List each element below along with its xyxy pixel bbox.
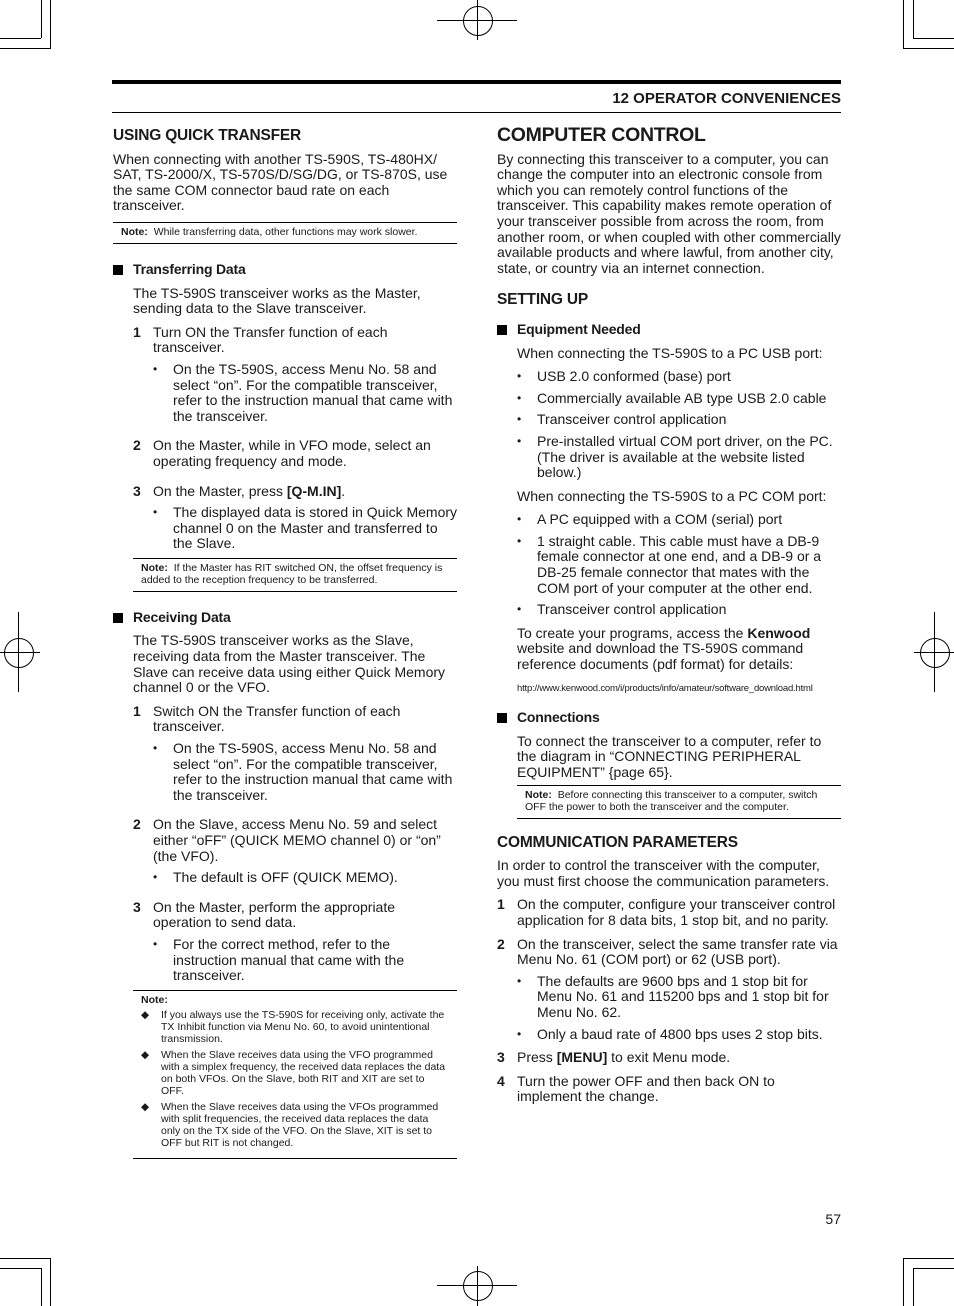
- bullet-item: • 1 straight cable. This cable must have a DB-9 female connector at one end, and a DB-9 or a DB-25 female connector that mates with the COM port of your computer at the other end.: [517, 532, 822, 596]
- note-box: [113, 222, 457, 244]
- note-box: [517, 785, 841, 819]
- bullet-dot-icon: •: [517, 973, 522, 988]
- diamond-bullet-icon: ◆: [141, 1048, 150, 1061]
- bullet-item: • Pre-installed virtual COM port driver, on the PC. (The driver is available at the website listed below.): [517, 432, 833, 481]
- bullet-dot-icon: •: [153, 741, 158, 756]
- diamond-bullet-icon: ◆: [141, 1100, 150, 1113]
- section-title-quick-transfer: USING QUICK TRANSFER: [113, 127, 302, 144]
- bullet-item: • On the TS-590S, access Menu No. 58 and select “on”. For the compatible transceiver, refer to the instruction manual that came with the transceiver.: [153, 360, 453, 424]
- note-label: Note:: [141, 993, 168, 1006]
- subsection-title: Transferring Data: [133, 260, 246, 277]
- square-bullet-icon: [113, 265, 123, 275]
- note-label: Note:: [121, 225, 148, 238]
- section-title-setting-up: SETTING UP: [497, 291, 589, 309]
- note-item: ◆ If you always use the TS-590S for receiving only, activate the TX Inhibit function via Menu No. 60, to avoid unintentional transmission.: [141, 1008, 445, 1045]
- bullet-item: • Commercially available AB type USB 2.0 cable: [517, 389, 827, 406]
- note-text: While transferring data, other functions may work slower.: [153, 225, 418, 238]
- subsection-equipment-needed: [497, 322, 841, 338]
- bullet-item: • For the correct method, refer to the instruction manual that came with the transceiver.: [153, 935, 405, 984]
- step-item: 1 Switch ON the Transfer function of each transceiver.: [133, 702, 401, 735]
- bullet-dot-icon: •: [153, 361, 158, 376]
- usb-intro: When connecting the TS-590S to a PC USB port:: [517, 344, 823, 361]
- step-item: 2 On the transceiver, select the same transfer rate via Menu No. 61 (COM port) or 62 (USB port).: [497, 935, 838, 968]
- subsection-receiving-data: [113, 610, 457, 626]
- bullet-dot-icon: •: [517, 433, 522, 448]
- transferring-intro: The TS-590S transceiver works as the Master, sending data to the Slave transceiver.: [133, 284, 421, 317]
- square-bullet-icon: [497, 325, 507, 335]
- subsection-title: Equipment Needed: [517, 320, 641, 337]
- bullet-dot-icon: •: [517, 533, 522, 548]
- step-item: 2 On the Master, while in VFO mode, select an operating frequency and mode.: [133, 437, 431, 469]
- diamond-bullet-icon: ◆: [141, 1008, 150, 1021]
- right-column: [497, 124, 841, 1113]
- subsection-connections: [497, 710, 841, 726]
- bullet-item: • The defaults are 9600 bps and 1 stop bit for Menu No. 61 and 115200 bps and 1 stop bit for Menu No. 62.: [517, 972, 829, 1020]
- bullet-dot-icon: •: [517, 512, 522, 527]
- brand-name: Kenwood: [747, 624, 811, 641]
- step-item: 1 On the computer, configure your transceiver control application for 8 data bits, 1 stop bit, and no parity.: [497, 896, 836, 928]
- note-label: Note:: [525, 788, 552, 801]
- square-bullet-icon: [113, 613, 123, 623]
- header-underline: [112, 112, 841, 113]
- computer-control-intro: By connecting this transceiver to a computer, you can change the computer into an electronic console from which you can remotely control functions of the transceiver. This capability makes remote operation of your transceiver possible from across the room, from another room, or when coupled with other commercially available products and where lawful, from another city, state, or country via an internet connection.: [497, 150, 841, 276]
- create-programs-text: To create your programs, access the Kenwood website and download the TS-590S command reference documents (pdf format) for details:: [517, 624, 811, 673]
- page-number: 57: [825, 1211, 841, 1227]
- note-item: ◆ When the Slave receives data using the VFO programmed with a simplex frequency, the received data replaces the data on both VFOs. On the Slave, both RIT and XIT are set to OFF.: [141, 1048, 446, 1097]
- chapter-title: 12 OPERATOR CONVENIENCES: [612, 90, 841, 107]
- section-title-computer-control: COMPUTER CONTROL: [497, 124, 706, 146]
- step-item: 3 On the Master, perform the appropriate operation to send data.: [133, 898, 396, 931]
- comm-intro: In order to control the transceiver with the computer, you must first choose the communication parameters.: [497, 857, 830, 889]
- key-label: [MENU]: [556, 1049, 608, 1066]
- download-url: http://www.kenwood.com/i/products/info/amateur/software_download.html: [517, 682, 813, 694]
- quick-transfer-intro: When connecting with another TS-590S, TS-480HX/ SAT, TS-2000/X, TS-570S/D/SG/DG, or TS-870S, use the same COM connector baud rate on each transceiver.: [113, 150, 448, 214]
- receiving-intro: The TS-590S transceiver works as the Slave, receiving data from the Master transceiver. The Slave can receive data using either Quick Memory channel 0 or the VFO.: [133, 632, 446, 696]
- bullet-dot-icon: •: [517, 369, 522, 384]
- bullet-item: • Transceiver control application: [517, 601, 727, 618]
- bullet-dot-icon: •: [153, 936, 158, 951]
- bullet-dot-icon: •: [517, 390, 522, 405]
- section-title-communication-parameters: COMMUNICATION PARAMETERS: [497, 833, 738, 851]
- bullet-item: • Only a baud rate of 4800 bps uses 2 stop bits.: [517, 1025, 823, 1042]
- subsection-title: Receiving Data: [133, 608, 231, 625]
- step-item: 3 Press [MENU] to exit Menu mode.: [497, 1049, 731, 1066]
- bullet-item: • The displayed data is stored in Quick Memory channel 0 on the Master and transferred to the Slave.: [153, 504, 458, 552]
- header-rule: [112, 80, 841, 84]
- note-label: Note:: [141, 561, 168, 574]
- bullet-item: • On the TS-590S, access Menu No. 58 and select “on”. For the compatible transceiver, refer to the instruction manual that came with the transceiver.: [153, 740, 453, 803]
- bullet-item: • USB 2.0 conformed (base) port: [517, 368, 731, 385]
- bullet-item: • A PC equipped with a COM (serial) port: [517, 511, 783, 528]
- note-item: ◆ When the Slave receives data using the VFOs programmed with split frequencies, the received data replaces the data only on the TX side of the VFO. On the Slave, XIT is set to OFF but RIT is not changed.: [141, 1100, 439, 1149]
- note-text: Before connecting this transceiver to a computer, switch OFF the power to both the transceiver and the computer.: [525, 788, 818, 813]
- bullet-dot-icon: •: [153, 870, 158, 885]
- bullet-item: • The default is OFF (QUICK MEMO).: [153, 869, 398, 886]
- step-item: 3 On the Master, press [Q-M.IN].: [133, 482, 346, 499]
- key-label: [Q-M.IN]: [286, 482, 342, 499]
- connections-text: To connect the transceiver to a computer, refer to the diagram in “CONNECTING PERIPHERAL EQUIPMENT” {page 65}.: [517, 732, 822, 780]
- note-box: [133, 990, 457, 1159]
- note-text: If the Master has RIT switched ON, the offset frequency is added to the reception frequency to be transferred.: [141, 561, 443, 586]
- subsection-transferring-data: [113, 262, 457, 278]
- bullet-dot-icon: •: [153, 505, 158, 520]
- note-box: [133, 558, 457, 592]
- step-item: 4 Turn the power OFF and then back ON to implement the change.: [497, 1072, 775, 1105]
- subsection-title: Connections: [517, 709, 600, 726]
- bullet-dot-icon: •: [517, 602, 522, 617]
- com-intro: When connecting the TS-590S to a PC COM port:: [517, 487, 827, 504]
- bullet-dot-icon: •: [517, 1026, 522, 1041]
- left-column: [113, 128, 457, 1173]
- bullet-dot-icon: •: [517, 412, 522, 427]
- square-bullet-icon: [497, 713, 507, 723]
- bullet-item: • Transceiver control application: [517, 411, 727, 428]
- step-item: 1 Turn ON the Transfer function of each transceiver.: [133, 323, 388, 356]
- step-item: 2 On the Slave, access Menu No. 59 and select either “oFF” (QUICK MEMO channel 0) or “on” (the VFO).: [133, 816, 441, 864]
